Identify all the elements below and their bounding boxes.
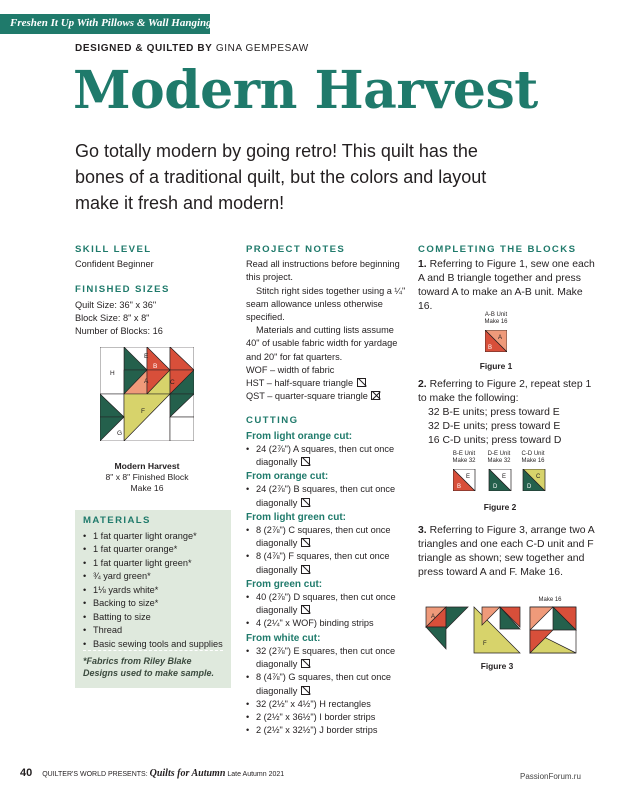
step-2-block [418,378,598,448]
issue-title: Quilts for Autumn [149,768,226,779]
notes-qst-row [246,390,406,403]
figure-1-label: Figure 1 [479,361,513,371]
fig2-unit-2-label: D-E Unit Make 32 [487,451,511,464]
issue-date: Late Autumn 2021 [227,771,285,778]
fig3-label-a: A [431,614,436,620]
block-count: Number of Blocks: 16 [75,326,163,337]
cut-list [246,645,406,737]
list-item: 32 D-E units; press toward E [428,421,561,432]
designer-name: GINA GEMPESAW [215,43,309,54]
page-title: Modern Harvest [73,60,538,121]
materials-panel [75,510,231,688]
fig2-u1-l1: E [466,474,471,480]
block-caption [83,461,211,494]
notes-p2: Stitch right sides together using a ¼" seam allowance unless otherwise specified. [246,285,406,323]
block-label-b: B [153,363,158,370]
skill-heading: SKILL LEVEL [75,244,152,255]
step-3: 3. Referring to Figure 3, arrange two A triangles and one each C-D unit and F triangle as shown; sew together and press toward A and F. Make 16. [418,525,595,578]
list-item: • 8 (4⅞") G squares, then cut once diagonally [246,671,406,697]
list-item: • 4 (2¼" x WOF) binding strips [246,617,406,630]
list-item: • Batting to size [83,611,228,625]
cutting-heading: CUTTING [246,415,299,427]
list-item: • 32 (2½" x 4½") H rectangles [246,698,406,711]
list-item: • 2 (2½" x 36½") I border strips [246,711,406,724]
list-item: • 2 (2½" x 32½") J border strips [246,724,406,737]
notes-heading: PROJECT NOTES [246,244,346,255]
figure-3 [424,605,580,655]
materials-note: *Fabrics from Riley Blake Designs used to make sample. [83,656,215,678]
hst-icon [301,686,310,695]
materials-items [83,530,228,652]
column-left [75,243,235,338]
block-caption-size: 8" x 8" Finished Block [105,472,189,482]
section-banner [0,14,216,34]
fig2-u1-l2: B [457,484,462,490]
cut-group-title: From white cut: [246,632,321,644]
page-number: 40 [20,767,33,779]
hst-icon [301,565,310,574]
notes-wof: WOF – width of fabric [246,364,335,375]
intro-text: Go totally modern by going retro! This quilt has the bones of a traditional quilt, but the colors and layout make it fresh and modern! [75,141,487,213]
notes-hst-row [246,377,406,390]
fig2-unit-1-label: B-E Unit Make 32 [452,451,476,464]
list-item: • 1 fat quarter light orange* [83,530,228,544]
block-label-a: A [144,378,149,385]
step-1: 1. Referring to Figure 1, sew one each A and B triangle together and press toward A to make an A-B unit. Make 16. [418,259,595,313]
fig1-label-b: B [488,345,493,351]
list-item: • Basic sewing tools and supplies [83,638,228,652]
block-size: Block Size: 8" x 8" [75,312,150,323]
list-item: 32 B-E units; press toward E [428,407,560,418]
figure-2 [453,469,547,491]
block-diagram [100,347,194,441]
cut-group-title: From orange cut: [246,471,329,483]
list-item: • 1 fat quarter light green* [83,557,228,571]
block-label-d: D [117,404,122,411]
hst-icon [301,538,310,547]
figure-1 [485,330,507,352]
list-item: • 8 (2⅞") C squares, then cut once diagonally [246,524,406,550]
block-label-h: H [110,370,115,377]
list-item: • Thread [83,624,228,638]
magazine-name: QUILTER'S WORLD PRESENTS: [42,771,148,778]
list-item: • 1⅛ yards white* [83,584,228,598]
divider [83,650,223,651]
notes-p3: Materials and cutting lists assume 40" of usable fabric width for yardage and 20" for fat quarters. [246,325,398,362]
step-2: 2. Referring to Figure 2, repeat step 1 to make the following: [418,379,592,404]
list-item: • 24 (2⅞") B squares, then cut once diagonally [246,483,406,509]
cut-group-title: From light orange cut: [246,430,353,442]
block-label-g: G [117,430,123,437]
cut-list [246,524,406,577]
fig2-u2-l1: E [502,474,507,480]
list-item: • 1 fat quarter orange* [83,543,228,557]
fig3-label-f: F [483,641,487,647]
block-label-c: C [170,379,175,386]
column-right [418,243,598,314]
fig2-u3-l2: D [527,484,532,490]
notes-p1: Read all instructions before beginning this project. [246,259,400,283]
list-item: • 24 (2⅞") A squares, then cut once diagonally [246,443,406,469]
list-item: 16 C-D units; press toward D [428,435,562,446]
fig3-make-label: Make 16 [538,597,562,603]
cut-group-title: From light green cut: [246,511,346,523]
fig1-label-a: A [498,335,503,341]
sizes-heading: FINISHED SIZES [75,284,170,296]
step-3-block [418,524,598,580]
notes-qst: QST – quarter-square triangle [246,391,368,402]
materials-heading: MATERIALS [83,515,151,526]
fig2-unit-3-label: C-D Unit Make 16 [521,451,545,464]
block-label-f: F [141,408,145,415]
cut-list [246,591,406,631]
qst-icon [371,391,380,400]
list-item: • 8 (4⅞") F squares, then cut once diagonally [246,550,406,576]
watermark: PassionForum.ru [520,772,581,781]
completing-heading: COMPLETING THE BLOCKS [418,244,577,255]
skill-value: Confident Beginner [75,259,154,270]
fig1-unit-label: A-B Unit Make 16 [484,312,508,325]
block-label-e: E [144,353,149,360]
figure-3-label: Figure 3 [480,661,514,671]
hst-icon [301,659,310,668]
section-title: Freshen It Up With Pillows & Wall Hangings [10,17,216,29]
hst-icon [301,498,310,507]
page-footer [20,767,284,779]
designer-credit [75,43,309,54]
quilt-size: Quilt Size: 36" x 36" [75,299,157,310]
cut-list [246,483,406,509]
hst-icon [301,605,310,614]
cut-group-title: From green cut: [246,578,323,590]
materials-list [83,514,228,651]
block-caption-title: Modern Harvest [114,461,180,471]
list-item: • ¾ yard green* [83,570,228,584]
designer-label: DESIGNED & QUILTED BY [75,43,213,54]
notes-hst: HST – half-square triangle [246,378,354,389]
fig2-u2-l2: D [493,484,498,490]
block-caption-make: Make 16 [130,483,164,493]
column-middle [246,243,406,737]
hst-icon [357,378,366,387]
list-item: • 32 (2⅞") E squares, then cut once diagonally [246,645,406,671]
fig2-u3-l1: C [536,474,541,480]
figure-2-label: Figure 2 [483,502,517,512]
hst-icon [301,457,310,466]
cut-list [246,443,406,469]
list-item: • 40 (2⅞") D squares, then cut once diagonally [246,591,406,617]
list-item: • Backing to size* [83,597,228,611]
